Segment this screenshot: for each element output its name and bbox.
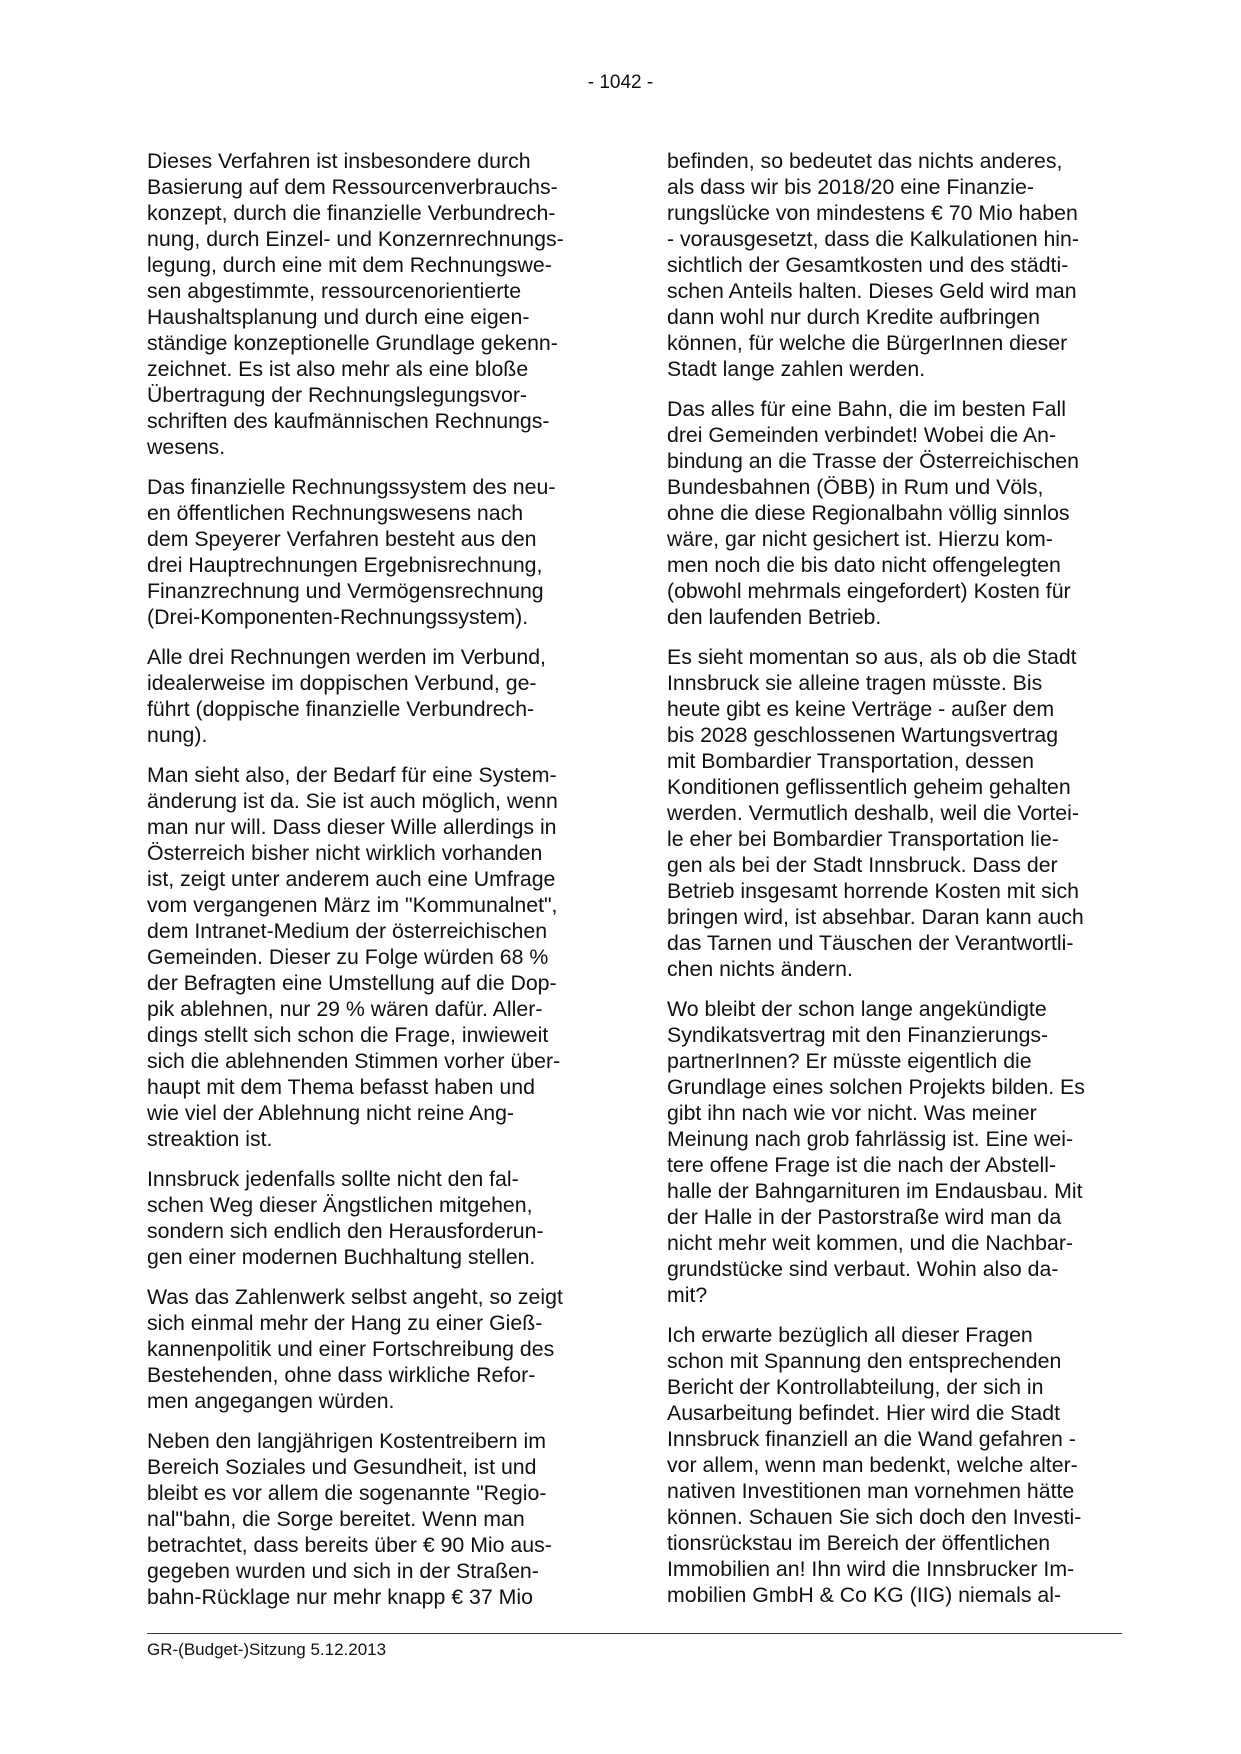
- text-line: nung, durch Einzel- und Konzernrechnungs-: [147, 227, 564, 251]
- text-line: tere offene Frage ist die nach der Abstell-: [667, 1153, 1057, 1177]
- text-line: sich einmal mehr der Hang zu einer Gieß-: [147, 1311, 543, 1335]
- text-line: gegeben wurden und sich in der Straßen-: [147, 1559, 539, 1583]
- text-line: Grundlage eines solchen Projekts bilden. Es: [667, 1075, 1085, 1099]
- text-line: Innsbruck jedenfalls sollte nicht den fal-: [147, 1167, 519, 1191]
- page-number: - 1042 -: [587, 72, 654, 93]
- text-line: werden. Vermutlich deshalb, weil die Vortei-: [667, 801, 1079, 825]
- text-line: gen einer modernen Buchhaltung stellen.: [147, 1245, 536, 1269]
- text-line: (Drei-Komponenten-Rechnungssystem).: [147, 605, 529, 629]
- text-line: men angegangen würden.: [147, 1389, 395, 1413]
- paragraph: [147, 644, 602, 748]
- text-line: Wo bleibt der schon lange angekündigte: [667, 997, 1047, 1021]
- text-line: können. Schauen Sie sich doch den Investi-: [667, 1505, 1082, 1529]
- text-line: Gemeinden. Dieser zu Folge würden 68 %: [147, 945, 549, 969]
- text-line: gen als bei der Stadt Innsbruck. Dass der: [667, 853, 1058, 877]
- text-line: drei Gemeinden verbindet! Wobei die An-: [667, 423, 1057, 447]
- text-line: sen abgestimmte, ressourcenorientierte: [147, 279, 522, 303]
- text-line: dem Speyerer Verfahren besteht aus den: [147, 527, 537, 551]
- text-line: Betrieb insgesamt horrende Kosten mit sich: [667, 879, 1079, 903]
- text-line: haupt mit dem Thema befasst haben und: [147, 1075, 535, 1099]
- text-line: nung).: [147, 723, 208, 747]
- text-line: Was das Zahlenwerk selbst angeht, so zeigt: [147, 1285, 563, 1309]
- text-line: mit?: [667, 1283, 708, 1307]
- text-line: zeichnet. Es ist also mehr als eine bloße: [147, 357, 529, 381]
- paragraph: [147, 1284, 602, 1414]
- text-line: Bereich Soziales und Gesundheit, ist und: [147, 1455, 537, 1479]
- text-line: kannenpolitik und einer Fortschreibung des: [147, 1337, 555, 1361]
- text-line: sich die ablehnenden Stimmen vorher über-: [147, 1049, 561, 1073]
- text-line: le eher bei Bombardier Transportation lie-: [667, 827, 1059, 851]
- text-line: Meinung nach grob fahrlässig ist. Eine wei-: [667, 1127, 1074, 1151]
- text-line: pik ablehnen, nur 29 % wären dafür. Aller-: [147, 997, 543, 1021]
- text-line: schen Weg dieser Ängstlichen mitgehen,: [147, 1193, 533, 1217]
- paragraph: [147, 1166, 602, 1270]
- text-line: bindung an die Trasse der Österreichischen: [667, 449, 1079, 473]
- text-line: dings stellt sich schon die Frage, inwieweit: [147, 1023, 549, 1047]
- paragraph: [667, 644, 1122, 982]
- text-line: wäre, gar nicht gesichert ist. Hierzu kom-: [667, 527, 1053, 551]
- text-line: Syndikatsvertrag mit den Finanzierungs-: [667, 1023, 1049, 1047]
- text-line: Übertragung der Rechnungslegungsvor-: [147, 383, 528, 407]
- text-line: Bericht der Kontrollabteilung, der sich in: [667, 1375, 1044, 1399]
- text-line: sondern sich endlich den Herausforderun-: [147, 1219, 544, 1243]
- text-line: Basierung auf dem Ressourcenverbrauchs-: [147, 175, 558, 199]
- text-line: schriften des kaufmännischen Rechnungs-: [147, 409, 550, 433]
- text-line: Stadt lange zahlen werden.: [667, 357, 926, 381]
- text-line: idealerweise im doppischen Verbund, ge-: [147, 671, 537, 695]
- text-line: grundstücke sind verbaut. Wohin also da-: [667, 1257, 1059, 1281]
- paragraph: [667, 1322, 1122, 1608]
- text-line: men noch die bis dato nicht offengelegten: [667, 553, 1061, 577]
- text-line: das Tarnen und Täuschen der Verantwortli-: [667, 931, 1074, 955]
- footer-session-label: GR-(Budget-)Sitzung 5.12.2013: [147, 1640, 387, 1659]
- text-line: streaktion ist.: [147, 1127, 273, 1151]
- text-line: man nur will. Dass dieser Wille allerdings in: [147, 815, 557, 839]
- text-line: bleibt es vor allem die sogenannte "Regio-: [147, 1481, 547, 1505]
- paragraph: [147, 1428, 602, 1610]
- text-line: mobilien GmbH & Co KG (IIG) niemals al-: [667, 1583, 1062, 1607]
- paragraph: [147, 762, 602, 1152]
- text-line: schon mit Spannung den entsprechenden: [667, 1349, 1062, 1373]
- text-line: dann wohl nur durch Kredite aufbringen: [667, 305, 1040, 329]
- text-line: Innsbruck finanziell an die Wand gefahren -: [667, 1427, 1076, 1451]
- text-line: den laufenden Betrieb.: [667, 605, 882, 629]
- text-line: vor allem, wenn man bedenkt, welche alter-: [667, 1453, 1078, 1477]
- text-line: betrachtet, dass bereits über € 90 Mio aus-: [147, 1533, 552, 1557]
- text-line: Ich erwarte bezüglich all dieser Fragen: [667, 1323, 1033, 1347]
- text-line: ohne die diese Regionalbahn völlig sinnlos: [667, 501, 1070, 525]
- text-line: Konditionen geflissentlich geheim gehalten: [667, 775, 1071, 799]
- text-line: Dieses Verfahren ist insbesondere durch: [147, 149, 531, 173]
- text-line: nal"bahn, die Sorge bereitet. Wenn man: [147, 1507, 525, 1531]
- text-line: mit Bombardier Transportation, dessen: [667, 749, 1034, 773]
- text-line: ständige konzeptionelle Grundlage gekenn-: [147, 331, 558, 355]
- text-line: Alle drei Rechnungen werden im Verbund,: [147, 645, 546, 669]
- text-line: Innsbruck sie alleine tragen müsste. Bis: [667, 671, 1043, 695]
- text-line: wesens.: [147, 435, 226, 459]
- text-line: partnerInnen? Er müsste eigentlich die: [667, 1049, 1032, 1073]
- text-line: Neben den langjährigen Kostentreibern im: [147, 1429, 546, 1453]
- text-line: dem Intranet-Medium der österreichischen: [147, 919, 548, 943]
- text-line: chen nichts ändern.: [667, 957, 853, 981]
- text-line: bringen wird, ist absehbar. Daran kann auch: [667, 905, 1084, 929]
- text-line: befinden, so bedeutet das nichts anderes,: [667, 149, 1063, 173]
- text-line: der Befragten eine Umstellung auf die Dop-: [147, 971, 557, 995]
- text-line: halle der Bahngarnituren im Endausbau. Mit: [667, 1179, 1083, 1203]
- footer-divider: [147, 1633, 1122, 1634]
- text-line: Man sieht also, der Bedarf für eine System-: [147, 763, 557, 787]
- text-line: führt (doppische finanzielle Verbundrech-: [147, 697, 535, 721]
- paragraph: [147, 474, 602, 630]
- text-line: Haushaltsplanung und durch eine eigen-: [147, 305, 530, 329]
- paragraph: [667, 148, 1122, 382]
- text-line: können, für welche die BürgerInnen dieser: [667, 331, 1068, 355]
- text-line: Das finanzielle Rechnungssystem des neu-: [147, 475, 556, 499]
- text-line: drei Hauptrechnungen Ergebnisrechnung,: [147, 553, 543, 577]
- text-line: Österreich bisher nicht wirklich vorhanden: [147, 841, 543, 865]
- text-line: Finanzrechnung und Vermögensrechnung: [147, 579, 544, 603]
- text-line: (obwohl mehrmals eingefordert) Kosten für: [667, 579, 1071, 603]
- text-line: konzept, durch die finanzielle Verbundrech-: [147, 201, 556, 225]
- paragraph: [147, 148, 602, 460]
- text-line: gibt ihn nach wie vor nicht. Was meiner: [667, 1101, 1037, 1125]
- text-line: schen Anteils halten. Dieses Geld wird man: [667, 279, 1077, 303]
- text-line: legung, durch eine mit dem Rechnungswe-: [147, 253, 552, 277]
- text-line: - vorausgesetzt, dass die Kalkulationen hin-: [667, 227, 1079, 251]
- text-line: sichtlich der Gesamtkosten und des städti-: [667, 253, 1069, 277]
- text-line: tionsrückstau im Bereich der öffentlichen: [667, 1531, 1051, 1555]
- text-line: bahn-Rücklage nur mehr knapp € 37 Mio: [147, 1585, 533, 1609]
- text-line: Bestehenden, ohne dass wirkliche Refor-: [147, 1363, 536, 1387]
- text-line: Es sieht momentan so aus, als ob die Stadt: [667, 645, 1077, 669]
- text-line: Bundesbahnen (ÖBB) in Rum und Völs,: [667, 475, 1044, 499]
- text-line: vom vergangenen März im "Kommunalnet",: [147, 893, 558, 917]
- text-line: en öffentlichen Rechnungswesens nach: [147, 501, 524, 525]
- text-line: Das alles für eine Bahn, die im besten Fall: [667, 397, 1066, 421]
- text-line: heute gibt es keine Verträge - außer dem: [667, 697, 1055, 721]
- text-line: Ausarbeitung befindet. Hier wird die Stadt: [667, 1401, 1061, 1425]
- text-line: ist, zeigt unter anderem auch eine Umfrage: [147, 867, 556, 891]
- left-text-column: [147, 148, 602, 1624]
- text-line: rungslücke von mindestens € 70 Mio haben: [667, 201, 1078, 225]
- paragraph: [667, 396, 1122, 630]
- paragraph: [667, 996, 1122, 1308]
- right-text-column: [667, 148, 1122, 1622]
- text-line: nicht mehr weit kommen, und die Nachbar-: [667, 1231, 1074, 1255]
- text-line: wie viel der Ablehnung nicht reine Ang-: [147, 1101, 515, 1125]
- text-line: als dass wir bis 2018/20 eine Finanzie-: [667, 175, 1034, 199]
- text-line: nativen Investitionen man vornehmen hätte: [667, 1479, 1075, 1503]
- text-line: der Halle in der Pastorstraße wird man da: [667, 1205, 1062, 1229]
- text-line: Immobilien an! Ihn wird die Innsbrucker Im-: [667, 1557, 1075, 1581]
- text-line: bis 2028 geschlossenen Wartungsvertrag: [667, 723, 1059, 747]
- text-line: änderung ist da. Sie ist auch möglich, wenn: [147, 789, 558, 813]
